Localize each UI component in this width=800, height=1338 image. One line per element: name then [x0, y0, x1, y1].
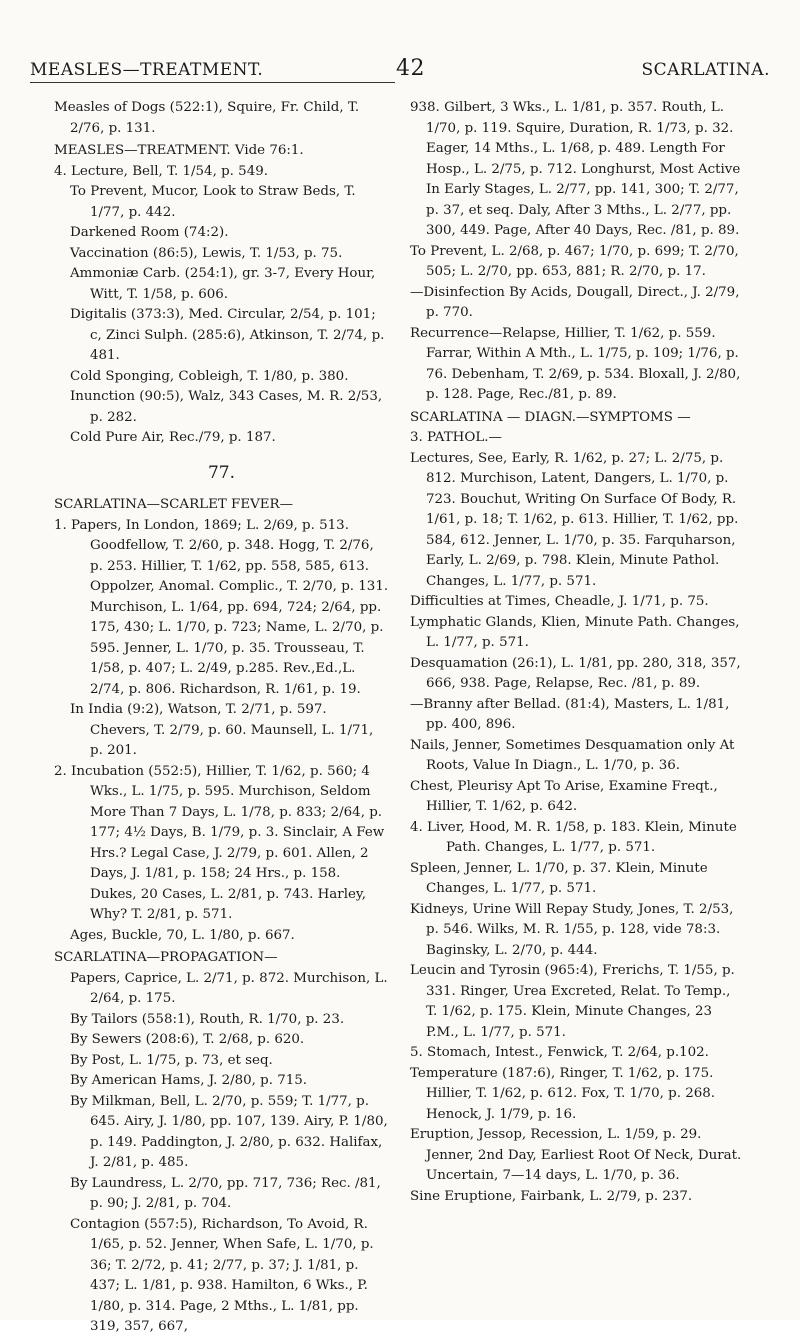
entry: Darkened Room (74:2).: [70, 225, 229, 240]
entry: Vaccination (86:5), Lewis, T. 1/53, p. 75.: [70, 245, 343, 261]
entry: 4. Lecture, Bell, T. 1/54, p. 549.: [54, 163, 268, 179]
entry: By Post, L. 1/75, p. 73, et seq.: [70, 1052, 273, 1068]
entry: To Prevent, Mucor, Look to Straw Beds, T. 1/77, p. 442.: [70, 184, 356, 220]
entry: 4. Liver, Hood, M. R. 1/58, p. 183. Klein, Minute Path. Changes, L. 1/77, p. 571.: [410, 819, 737, 855]
entry: Ammoniæ Carb. (254:1), gr. 3-7, Every Hour, Witt, T. 1/58, p. 606.: [70, 266, 376, 302]
page-number: 42: [396, 56, 425, 81]
entry: Temperature (187:6), Ringer, T. 1/62, p. 175. Hillier, T. 1/62, p. 612. Fox, T. 1/70, p. 268. Henock, J. 1/79, p. 16.: [410, 1065, 716, 1122]
entry: To Prevent, L. 2/68, p. 467; 1/70, p. 699; T. 2/70, 505; L. 2/70, pp. 653, 881; R. 2/70, p. 17.: [410, 243, 739, 279]
entry: Desquamation (26:1), L. 1/81, pp. 280, 318, 357, 666, 938. Page, Relapse, Rec. /81, p. 89.: [410, 655, 741, 691]
section-heading: MEASLES—TREATMENT. Vide 76:1.: [54, 143, 304, 158]
entry: Measles of Dogs (522:1), Squire, Fr. Child, T. 2/76, p. 131.: [54, 100, 360, 136]
running-head-right: SCARLATINA.: [641, 60, 770, 80]
entry: Sine Eruptione, Fairbank, L. 2/79, p. 237.: [410, 1188, 693, 1204]
entry: Difficulties at Times, Cheadle, J. 1/71, p. 75.: [410, 594, 709, 609]
entry: Leucin and Tyrosin (965:4), Frerichs, T. 1/55, p. 331. Ringer, Urea Excreted, Relat. To Temp., T. 1/62, p. 175. Klein, Minute Changes, 23 P.M., L. 1/77, p. 571.: [410, 963, 735, 1040]
entry: Digitalis (373:3), Med. Circular, 2/54, p. 101; c, Zinci Sulph. (285:6), Atkinson, T. 2/74, p. 481.: [70, 307, 385, 363]
entry: Inunction (90:5), Walz, 343 Cases, M. R. 2/53, p. 282.: [70, 389, 383, 425]
entry: By Sewers (208:6), T. 2/68, p. 620.: [70, 1032, 305, 1047]
entry: Contagion (557:5), Richardson, To Avoid, R. 1/65, p. 52. Jenner, When Safe, L. 1/70, p. 36; T. 2/72, p. 41; 2/77, p. 37; J. 1/81, p. 437; L. 1/81, p. 938. Hamilton, 6 Wks., P. 1/80, p. 314. Page, 2 Mths., L. 1/81, pp. 319, 357, 667,: [70, 1216, 374, 1334]
section-heading: SCARLATINA—SCARLET FEVER—: [54, 497, 294, 512]
entry: Chest, Pleurisy Apt To Arise, Examine Freqt., Hillier, T. 1/62, p. 642.: [410, 778, 718, 814]
entry: Recurrence—Relapse, Hillier, T. 1/62, p. 559. Farrar, Within A Mth., L. 1/75, p. 109; 1/76, p. 76. Debenham, T. 2/69, p. 534. Bloxall, J. 2/80, p. 128. Page, Rec./81, p. 89.: [410, 325, 741, 402]
entry: Nails, Jenner, Sometimes Desquamation only At Roots, Value In Diagn., L. 1/70, p. 36.: [410, 737, 735, 773]
entry: In India (9:2), Watson, T. 2/71, p. 597. Chevers, T. 2/79, p. 60. Maunsell, L. 1/71, p. 201.: [70, 702, 374, 758]
entry: By Laundress, L. 2/70, pp. 717, 736; Rec. /81, p. 90; J. 2/81, p. 704.: [70, 1175, 381, 1211]
entry: By Milkman, Bell, L. 2/70, p. 559; T. 1/77, p. 645. Airy, J. 1/80, pp. 107, 139. Airy, P. 1/80, p. 149. Paddington, J. 2/80, p. 632. Halifax, J. 2/81, p. 485.: [70, 1093, 388, 1170]
entry: Eruption, Jessop, Recession, L. 1/59, p. 29. Jenner, 2nd Day, Earliest Root Of Neck, Durat. Uncertain, 7—14 days, L. 1/70, p. 36.: [410, 1127, 742, 1183]
entry: Lymphatic Glands, Klien, Minute Path. Changes, L. 1/77, p. 571.: [410, 614, 740, 650]
right-column: [410, 98, 745, 1207]
entry: By Tailors (558:1), Routh, R. 1/70, p. 23.: [70, 1011, 345, 1027]
entry: Cold Pure Air, Rec./79, p. 187.: [70, 430, 276, 445]
running-head-left: MEASLES—TREATMENT.: [30, 60, 264, 80]
entry: Ages, Buckle, 70, L. 1/80, p. 667.: [70, 927, 295, 943]
entry: Papers, Caprice, L. 2/71, p. 872. Murchison, L. 2/64, p. 175.: [70, 970, 388, 1006]
entry: Kidneys, Urine Will Repay Study, Jones, T. 2/53, p. 546. Wilks, M. R. 1/55, p. 128, vide 78:3. Baginsky, L. 2/70, p. 444.: [410, 901, 734, 958]
section-heading: SCARLATINA — DIAGN.—SYMPTOMS —: [410, 409, 691, 425]
entry: 3. PATHOL.—: [410, 430, 502, 445]
left-column: [54, 98, 389, 1338]
entry: Spleen, Jenner, L. 1/70, p. 37. Klein, Minute Changes, L. 1/77, p. 571.: [410, 860, 708, 896]
entry: 5. Stomach, Intest., Fenwick, T. 2/64, p.102.: [410, 1045, 709, 1060]
entry: Lectures, See, Early, R. 1/62, p. 27; L. 2/75, p. 812. Murchison, Latent, Dangers, L. 1/70, p. 723. Bouchut, Writing On Surface Of Body, R. 1/61, p. 18; T. 1/62, p. 613. Hillier, T. 1/62, pp. 584, 612. Jenner, L. 1/70, p. 35. Farquharson, Early, L. 2/69, p. 798. Klein, Minute Pathol. Changes, L. 1/77, p. 571.: [410, 450, 739, 589]
entry: 2. Incubation (552:5), Hillier, T. 1/62, p. 560; 4 Wks., L. 1/75, p. 595. Murchison, Seldom More Than 7 Days, L. 1/78, p. 833; 2/64, p. 177; 4½ Days, B. 1/79, p. 3. Sinclair, A Few Hrs.? Legal Case, J. 2/79, p. 601. Allen, 2 Days, J. 1/81, p. 158; 24 Hrs., p. 158. Dukes, 20 Cases, L. 2/81, p. 743. Harley, Why? T. 2/81, p. 571.: [54, 763, 385, 922]
entry: Cold Sponging, Cobleigh, T. 1/80, p. 380.: [70, 368, 349, 384]
entry: —Disinfection By Acids, Dougall, Direct., J. 2/79, p. 770.: [410, 284, 740, 320]
entry: —Branny after Bellad. (81:4), Masters, L. 1/81, pp. 400, 896.: [410, 696, 730, 732]
entry: 1. Papers, In London, 1869; L. 2/69, p. 513. Goodfellow, T. 2/60, p. 348. Hogg, T. 2/76, p. 253. Hillier, T. 1/62, pp. 558, 585, 613. Oppolzer, Anomal. Complic., T. 2/70, p. 131. Murchison, L. 1/64, pp. 694, 724; 2/64, pp. 175, 430; L. 1/70, p. 723; Name, L. 2/70, p. 595. Jenner, L. 1/70, p. 35. Trousseau, T. 1/58, p. 407; L. 2/49, p.285. Rev.,Ed.,L. 2/74, p. 806. Richardson, R. 1/61, p. 19.: [54, 517, 389, 697]
header-rule: [30, 82, 395, 83]
section-number: 77.: [207, 462, 236, 483]
entry: By American Hams, J. 2/80, p. 715.: [70, 1073, 308, 1088]
section-heading: SCARLATINA—PROPAGATION—: [54, 950, 278, 965]
entry: 938. Gilbert, 3 Wks., L. 1/81, p. 357. Routh, L. 1/70, p. 119. Squire, Duration, R. 1/73, p. 32. Eager, 14 Mths., L. 1/68, p. 489. Length For Hosp., L. 2/75, p. 712. Longhurst, Most Active In Early Stages, L. 2/77, pp. 141, 300; T. 2/77, p. 37, et seq. Daly, After 3 Mths., L. 2/77, pp. 300, 449. Page, After 40 Days, Rec. /81, p. 89.: [410, 100, 741, 238]
